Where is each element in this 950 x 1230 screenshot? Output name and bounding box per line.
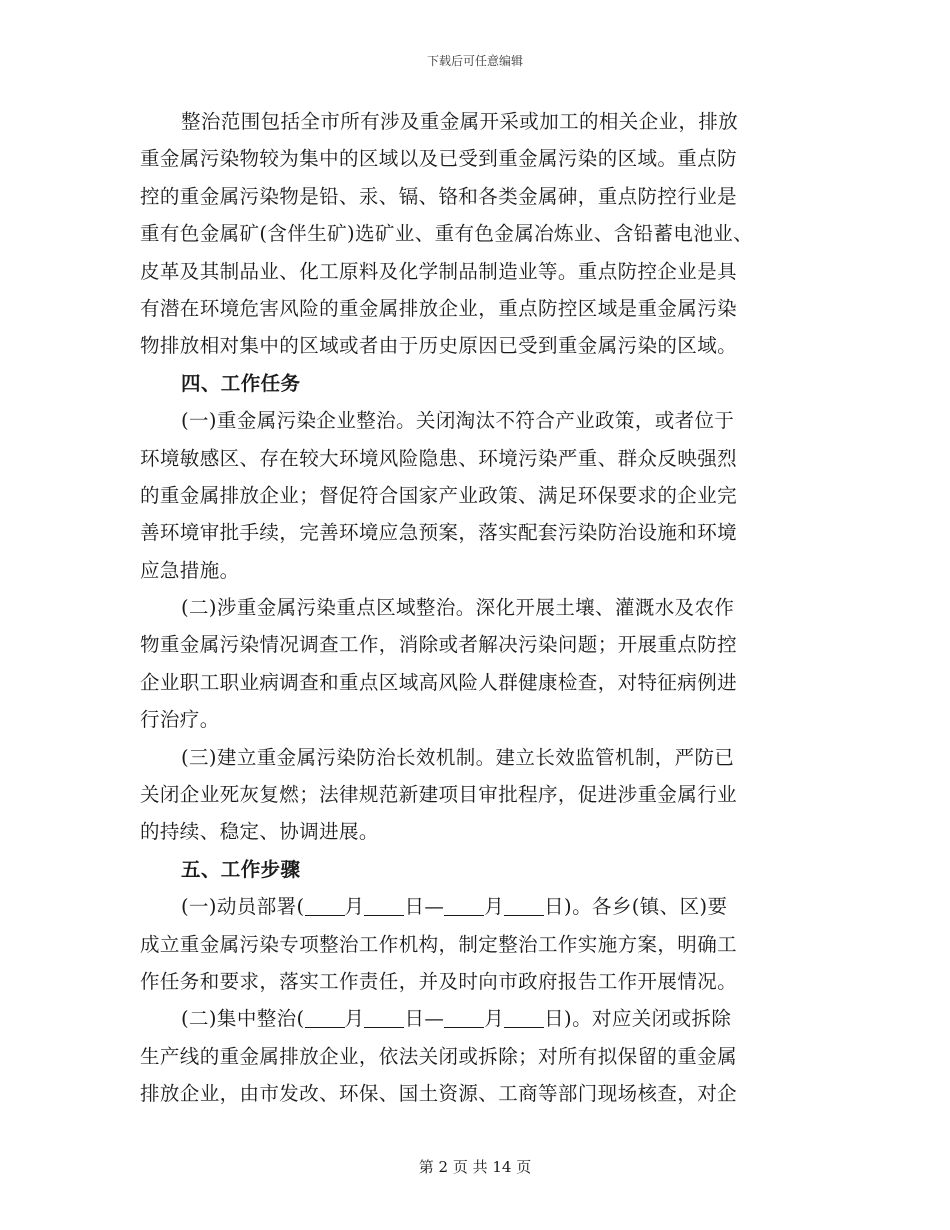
paragraph-line: 控的重金属污染物是铅、汞、镉、铬和各类金属砷，重点防控行业是 xyxy=(140,184,738,208)
paragraph-line: 整治范围包括全市所有涉及重金属开采或加工的相关企业，排放 xyxy=(181,110,739,133)
day-label: 日— xyxy=(404,895,445,919)
paragraph-line-with-blanks xyxy=(140,888,812,925)
paragraph-line-with-blanks xyxy=(140,1000,812,1037)
month-label: 月 xyxy=(484,895,505,919)
date-blank xyxy=(504,896,544,917)
date-blank xyxy=(364,1008,404,1029)
paragraph-line: (一)重金属污染企业整治。关闭淘汰不符合产业政策，或者位于 xyxy=(181,409,735,433)
date-blank xyxy=(444,896,484,917)
month-label: 月 xyxy=(344,895,365,919)
line-suffix: 日)。各乡(镇、区)要 xyxy=(544,895,728,919)
paragraph-line: 皮革及其制品业、化工原料及化学制品制造业等。重点防控企业是具 xyxy=(140,259,738,283)
line-suffix: 日)。对应关闭或拆除 xyxy=(544,1007,732,1031)
paragraph-line: (三)建立重金属污染防治长效机制。建立长效监管机制，严防已 xyxy=(181,745,735,769)
date-blank xyxy=(364,896,404,917)
paragraph-line: 物重金属污染情况调查工作，消除或者解决污染问题；开展重点防控 xyxy=(140,633,738,657)
paragraph-line: (二)涉重金属污染重点区域整治。深化开展土壤、灌溉水及农作 xyxy=(181,596,735,620)
paragraph-line: 关闭企业死灰复燃；法律规范新建项目审批程序，促进涉重金属行业 xyxy=(140,783,738,807)
date-blank xyxy=(504,1008,544,1029)
paragraph-line: 的持续、稳定、协调进展。 xyxy=(140,820,379,844)
paragraph-line: 应急措施。 xyxy=(140,558,240,582)
paragraph-line: 行治疗。 xyxy=(140,708,220,732)
paragraph-line: 重金属污染物较为集中的区域以及已受到重金属污染的区域。重点防 xyxy=(140,147,738,171)
paragraph-line: 排放企业，由市发改、环保、国土资源、工商等部门现场核查，对企 xyxy=(140,1082,738,1106)
paragraph-line: 的重金属排放企业；督促符合国家产业政策、满足环保要求的企业完 xyxy=(140,483,738,507)
page-header: 下载后可任意编辑 xyxy=(426,54,523,68)
day-label: 日— xyxy=(404,1007,445,1031)
line-prefix: (二)集中整治( xyxy=(181,1007,305,1031)
date-blank xyxy=(305,896,345,917)
paragraph-line: 成立重金属污染专项整治工作机构，制定整治工作实施方案，明确工 xyxy=(140,932,738,956)
paragraph-line: 重有色金属矿(含伴生矿)选矿业、重有色金属冶炼业、含铅蓄电池业、 xyxy=(140,222,754,246)
line-prefix: (一)动员部署( xyxy=(181,895,305,919)
document-body xyxy=(140,103,812,1113)
page-footer: 第 2 页 共 14 页 xyxy=(418,1158,532,1176)
paragraph-line: 企业职工职业病调查和重点区域高风险人群健康检查，对特征病例进 xyxy=(140,670,738,694)
section-heading: 四、工作任务 xyxy=(181,371,301,395)
paragraph-line: 作任务和要求，落实工作责任，并及时向市政府报告工作开展情况。 xyxy=(140,969,738,993)
paragraph-line: 生产线的重金属排放企业，依法关闭或拆除；对所有拟保留的重金属 xyxy=(140,1044,738,1068)
paragraph-line: 有潜在环境危害风险的重金属排放企业，重点防控区域是重金属污染 xyxy=(140,296,738,320)
month-label: 月 xyxy=(484,1007,505,1031)
paragraph-line: 环境敏感区、存在较大环境风险隐患、环境污染严重、群众反映强烈 xyxy=(140,446,738,470)
paragraph-line: 善环境审批手续，完善环境应急预案，落实配套污染防治设施和环境 xyxy=(140,521,738,545)
paragraph-line: 物排放相对集中的区域或者由于历史原因已受到重金属污染的区域。 xyxy=(140,334,738,358)
date-blank xyxy=(305,1008,345,1029)
date-blank xyxy=(444,1008,484,1029)
section-heading: 五、工作步骤 xyxy=(181,857,301,881)
month-label: 月 xyxy=(344,1007,365,1031)
